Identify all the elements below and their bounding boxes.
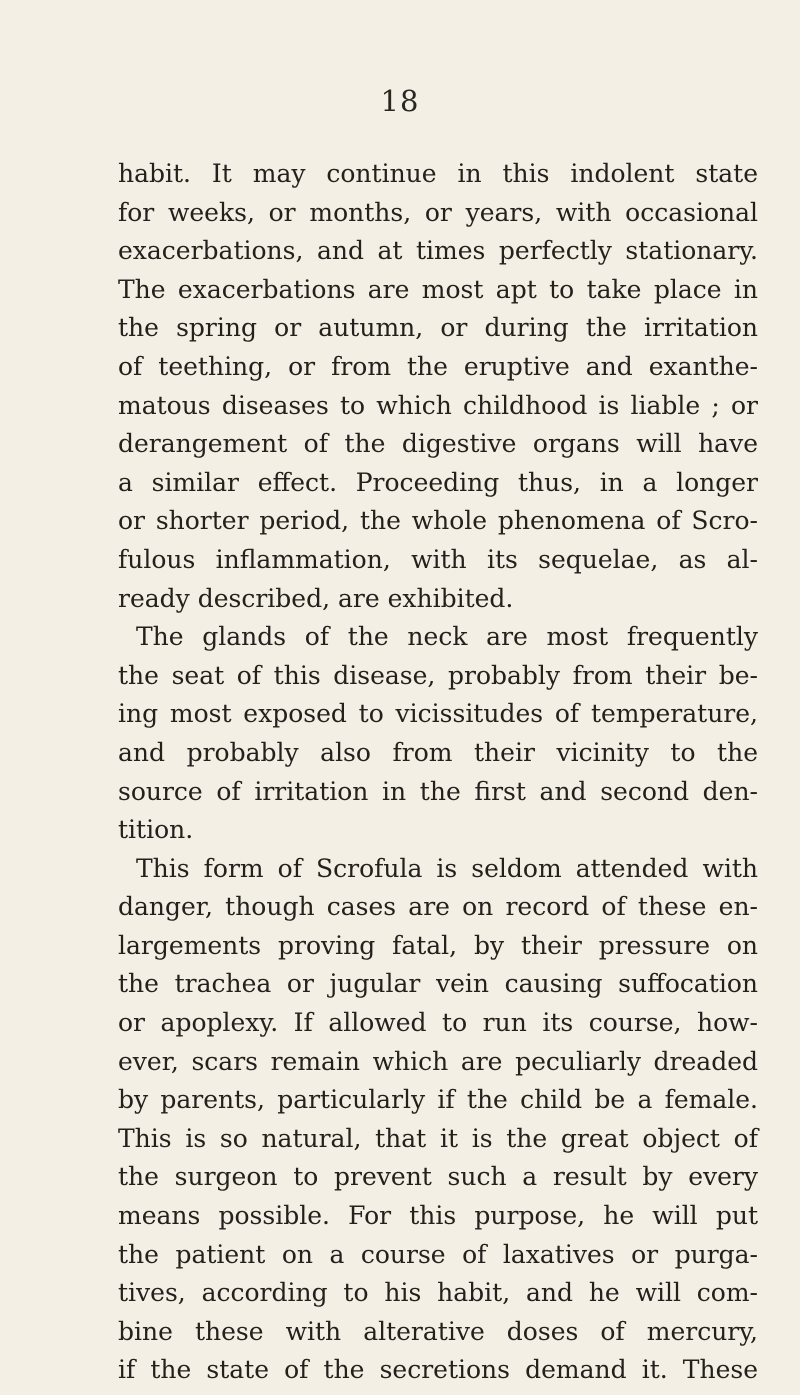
text-line: of teething, or from the eruptive and exanthe- xyxy=(118,351,758,381)
text-line: derangement of the digestive organs will have xyxy=(118,429,758,459)
text-line: fulous inflammation, with its sequelae, as al- xyxy=(118,544,758,574)
text-line: and probably also from their vicinity to the xyxy=(118,737,758,767)
text-line: source of irritation in the first and second den- xyxy=(118,776,758,806)
body-text xyxy=(118,155,758,1390)
text-line: the spring or autumn, or during the irritation xyxy=(118,313,758,343)
text-line: ready described, are exhibited. xyxy=(118,583,514,613)
text-line: The exacerbations are most apt to take place in xyxy=(118,274,758,304)
text-line: the seat of this disease, probably from their be- xyxy=(118,660,758,690)
text-line: ing most exposed to vicissitudes of temperature, xyxy=(118,699,758,729)
text-line: or apoplexy. If allowed to run its course, how- xyxy=(118,1008,758,1038)
text-line: bine these with alterative doses of mercury, xyxy=(118,1316,758,1346)
text-line: matous diseases to which childhood is liable ; or xyxy=(118,390,758,420)
text-line: habit. It may continue in this indolent state xyxy=(118,159,758,188)
text-line: or shorter period, the whole phenomena of Scro- xyxy=(118,506,758,536)
text-line: The glands of the neck are most frequently xyxy=(136,622,758,652)
text-line: means possible. For this purpose, he will put xyxy=(118,1201,758,1231)
text-line: exacerbations, and at times perfectly stationary. xyxy=(118,236,758,266)
text-line: for weeks, or months, or years, with occasional xyxy=(118,197,758,227)
text-line: the trachea or jugular vein causing suffocation xyxy=(118,969,758,999)
text-line: tives, according to his habit, and he will com- xyxy=(118,1278,758,1308)
text-line: largements proving fatal, by their pressure on xyxy=(118,930,758,960)
text-line: danger, though cases are on record of these en- xyxy=(118,892,758,922)
text-line: ever, scars remain which are peculiarly dreaded xyxy=(118,1046,758,1076)
text-line: the surgeon to prevent such a result by every xyxy=(118,1162,758,1192)
text-line: This is so natural, that it is the great object of xyxy=(118,1123,758,1153)
text-line: the patient on a course of laxatives or purga- xyxy=(118,1239,758,1269)
text-line: by parents, particularly if the child be a female. xyxy=(118,1085,758,1115)
text-line: This form of Scrofula is seldom attended with xyxy=(136,853,758,883)
text-line: a similar effect. Proceeding thus, in a longer xyxy=(118,467,758,497)
text-line: if the state of the secretions demand it. These xyxy=(118,1355,758,1385)
page-number: 18 xyxy=(380,84,420,118)
text-line: tition. xyxy=(118,815,194,845)
